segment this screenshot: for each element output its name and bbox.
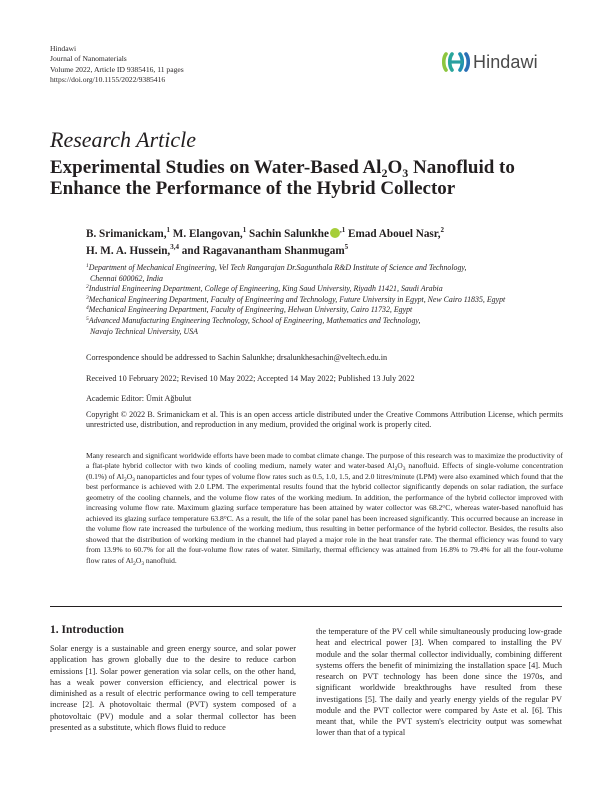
logo-wordmark: Hindawi xyxy=(473,51,538,72)
publisher-name: Hindawi xyxy=(50,44,77,53)
abstract: Many research and significant worldwide efforts have been made to combat climate change. The purpose of this research was to maximize the productivity of a flat-plate hybrid collector with two kinds of cooling medium, namely water and water-based $Al_2O_3$ nanofluid. Effects of single-volume concentration (0.1%) of $Al_2O_3$ nanoparticles and four types of volume flow rates such as 0.5, 1.0, 1.5, and 2.0 litres/minute (LPM) were also examined which found that the best performance is achieved with 2.0 LPM. The experimental results found that the hybrid collector significantly depends on solar radiation, the surface geometry of the cooling channels, and the volume flow rates of the working medium. In addition, the performance of the hybrid collector improved with increasing volume flow rate. Maximum glazing surface temperature has been attained by water collector was 68.2°C, whereas water-based nanofluid has achieved its glazing surface temperature 63.8°C. As a result, the life of the solar panel has been increased significantly. This occurred because an increase in the volume flow rate increased the turbulence of the working medium, thus resulting in better performance of the hybrid collector. Besides, the results also showed that the distribution of working medium in the channel had played a major role in the heat transfer rate. The thermal efficiency was found to vary from 13.9% to 60.7% for all the four-volume flow rates of water. Similarly, thermal efficiency was attained from 16.8% to 79.4% for all the four-volume flow rates of $Al_2O_3$ nanofluid. xyxy=(86,451,564,567)
author: M. Elangovan, xyxy=(172,228,243,240)
body-column-left: Solar energy is a sustainable and green energy source, and solar power application has grown globally due to the desire to reduce carbon emissions [1]. Solar power generation via solar cells, on the other hand, has a weak power conversion efficiency, and electrical power is diminished as a result of electric performance owing to cell temperature increase [2]. A photovoltaic thermal (PVT) system composed of a photovoltaic (PV) module and a solar thermal collector has been presented as a substitute, which flows fluid to reduce xyxy=(50,644,296,732)
author: B. Srimanickam, xyxy=(86,228,167,240)
hindawi-logo xyxy=(442,50,554,74)
section-heading: 1. Introduction xyxy=(50,624,124,636)
orcid-icon[interactable] xyxy=(330,228,340,238)
hindawi-logo-icon xyxy=(442,51,470,73)
section-divider xyxy=(50,606,562,607)
body-column-right: the temperature of the PV cell while simultaneously producing low-grade heat and electrical power [3]. When compared to installing the PV module and the solar thermal collector individually, combining different systems offers the benefit of minimizing the installation space [4]. Much research on PVT technology has been done since the 1970s, and significant worldwide breakthroughs have resulted from these investigations [5]. The daily and yearly energy yields of the regular PV module and the PVT collector were compared by Aste et al. [6]. This meant that, while the PVT system's electricity output was somewhat lower than that of a typical xyxy=(316,627,562,738)
affiliation: $^5$Advanced Manufacturing Engineering Technology, School of Engineering, Mathematics and Technology, xyxy=(86,315,421,325)
affiliation-cont: Navajo Technical University, USA xyxy=(90,326,198,336)
paper-title: Experimental Studies on Water-Based $Al_2O_3$ Nanofluid to Enhance the Performance of the Hybrid Collector xyxy=(50,157,515,199)
dates: Received 10 February 2022; Revised 10 May 2022; Accepted 14 May 2022; Published 13 July 2022 xyxy=(86,374,415,383)
journal-name: Journal of Nanomaterials xyxy=(50,54,127,64)
author: Sachin Salunkhe xyxy=(249,228,329,240)
copyright-notice: Copyright © 2022 B. Srimanickam et al. This is an open access article distributed under the Creative Commons Attribution License, which permits unrestricted use, distribution, and reproduction in any medium, provided the original work is properly cited. xyxy=(86,410,563,430)
affiliation-cont: Chennai 600062, India xyxy=(90,273,163,283)
affiliation: $^4$Mechanical Engineering Department, Faculty of Engineering, Helwan University, Cairo 11732, Egypt xyxy=(86,305,413,315)
author: H. M. A. Hussein, xyxy=(86,245,171,257)
author-list: B. Srimanickam,$^1$ M. Elangovan,$^1$ Sachin Salunkhe $^{,1}$ Emad Abouel Nasr,$^2$ H. M. A. Hussein,$^{3,4}$ and Ragavanantham Shanmugam$^5$ xyxy=(86,226,445,257)
affiliation: $^2$Industrial Engineering Department, College of Engineering, King Saud University, Riyadh 11421, Saudi Arabia xyxy=(86,284,443,294)
affiliation: $^1$Department of Mechanical Engineering, Vel Tech Rangarajan Dr.Sagunthala R&D Institute of Science and Technology, xyxy=(86,263,467,272)
journal-header xyxy=(50,44,184,85)
doi-link[interactable]: https://doi.org/10.1155/2022/9385416 xyxy=(50,74,166,84)
author: and Ragavanantham Shanmugam xyxy=(181,245,345,257)
academic-editor: Academic Editor: Ümit Ağbulut xyxy=(86,394,192,403)
correspondence: Correspondence should be addressed to Sachin Salunkhe; drsalunkhesachin@veltech.edu.in xyxy=(86,353,388,362)
volume-line: Volume 2022, Article ID 9385416, 11 pages xyxy=(50,64,184,74)
author: Emad Abouel Nasr, xyxy=(348,228,441,240)
affiliation: $^3$Mechanical Engineering Department, Faculty of Engineering and Technology, Future University in Egypt, New Cairo 11835, Egypt xyxy=(86,294,506,304)
affiliations xyxy=(86,263,576,337)
article-type: Research Article xyxy=(50,127,197,152)
